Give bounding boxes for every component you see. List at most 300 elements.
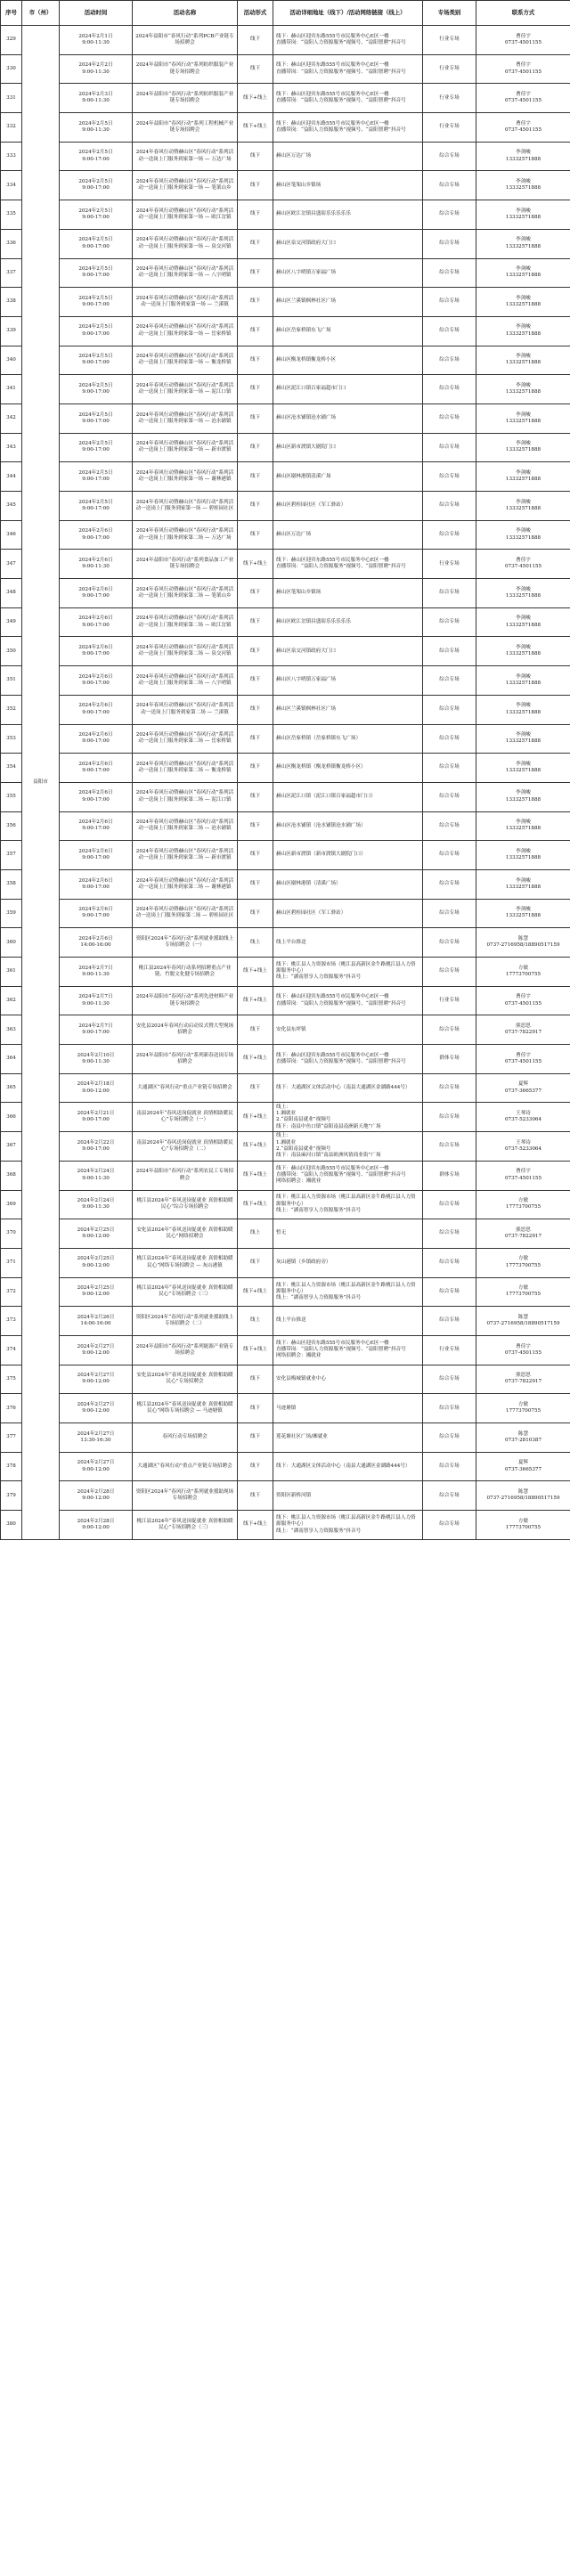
- table-row: [1, 1394, 570, 1423]
- table-row: [1, 782, 570, 811]
- row-category: 综合专场: [423, 1103, 476, 1132]
- row-address: 莲花塘社区广场/湘就业: [273, 1423, 423, 1453]
- row-form: 线下: [238, 607, 273, 637]
- row-time: [60, 404, 133, 433]
- row-time: [60, 579, 133, 608]
- row-category: 综合专场: [423, 579, 476, 608]
- row-time: [60, 637, 133, 666]
- row-address: 资阳区新桥河镇: [273, 1481, 423, 1511]
- row-contact: 熊思思 0737-7822917: [476, 1365, 570, 1394]
- row-category: 行业专场: [423, 1335, 476, 1365]
- row-index: 366: [1, 1103, 22, 1132]
- row-contact: 李剑峻 13332571888: [476, 754, 570, 783]
- row-address: 线下：大通湖区文体活动中心（南县大通湖区金湖路444号）: [273, 1452, 423, 1481]
- row-address: 赫山区新市渡镇（新市渡镇大剧院门口）: [273, 841, 423, 870]
- row-hours: 14:00-16:00: [80, 942, 111, 949]
- row-contact: 李剑峻 13332571888: [476, 200, 570, 230]
- row-address: 赫山区八字哨镇万家福广场: [273, 258, 423, 288]
- row-category: 综合专场: [423, 229, 476, 258]
- row-hours: 14:00-16:00: [80, 1321, 111, 1327]
- table-row: [1, 1248, 570, 1277]
- table-row: [1, 579, 570, 608]
- header-contact: 联系方式: [476, 1, 570, 26]
- row-index: 371: [1, 1248, 22, 1277]
- row-category: 综合专场: [423, 1452, 476, 1481]
- row-date: 2024年2月5日: [78, 412, 113, 418]
- row-address: 赫山区笔架山乡镇场: [273, 171, 423, 200]
- row-hours: 9:00-17:00: [82, 680, 110, 686]
- row-contact: 曹佳宇 0737-4501155: [476, 1335, 570, 1365]
- table-row: [1, 84, 570, 113]
- row-category: 综合专场: [423, 928, 476, 958]
- row-contact: 方敏 17773700755: [476, 1190, 570, 1219]
- row-address: 灰山港镇（乡镇政府旁）: [273, 1248, 423, 1277]
- row-form: 线下: [238, 754, 273, 783]
- row-date: 2024年2月6日: [78, 907, 113, 913]
- row-time: [60, 26, 133, 55]
- row-form: 线下: [238, 666, 273, 696]
- row-name: 春风行动专场招聘会: [133, 1423, 238, 1453]
- row-name: 2024年益阳市“春风行动”系列农民工专场招聘会: [133, 1161, 238, 1190]
- row-contact: 熊思思 0737-7822917: [476, 1015, 570, 1045]
- row-hours: 9:00-12:00: [82, 1379, 110, 1385]
- row-time: [60, 754, 133, 783]
- row-category: 综合专场: [423, 811, 476, 841]
- row-time: [60, 84, 133, 113]
- row-hours: 9:00-11:30: [82, 1000, 110, 1007]
- row-time: [60, 142, 133, 171]
- row-contact: 陈慧 0737-2716958/18890517159: [476, 928, 570, 958]
- row-contact: 李剑峻 13332571888: [476, 520, 570, 550]
- row-index: 356: [1, 811, 22, 841]
- row-time: [60, 1335, 133, 1365]
- row-contact: 王琴诗 0737-5233064: [476, 1132, 570, 1162]
- row-date: 2024年2月5日: [78, 179, 113, 185]
- row-name: 安化县2024年春风行动启动仪式暨大型现场招聘会: [133, 1015, 238, 1045]
- row-index: 347: [1, 550, 22, 579]
- row-date: 2024年2月7日: [78, 994, 113, 1000]
- row-address: 安化县东坪镇: [273, 1015, 423, 1045]
- row-name: 南县2024年“春风送岗促就业 真情相助暖民心”专场招聘会（二）: [133, 1132, 238, 1162]
- row-time: [60, 1015, 133, 1045]
- row-address: 赫山区泉交河镇政府大门口: [273, 637, 423, 666]
- row-category: 综合专场: [423, 637, 476, 666]
- row-category: 综合专场: [423, 171, 476, 200]
- row-time: [60, 1045, 133, 1074]
- table-row: [1, 1307, 570, 1336]
- row-form: 线下: [238, 142, 273, 171]
- row-address: 线上平台推送: [273, 1307, 423, 1336]
- row-category: 综合专场: [423, 958, 476, 987]
- row-hours: 9:00-17:00: [82, 1030, 110, 1036]
- row-form: 线下: [238, 724, 273, 754]
- row-time: [60, 375, 133, 404]
- row-category: 行业专场: [423, 986, 476, 1015]
- table-row: [1, 986, 570, 1015]
- row-address: 赫山区碧桂园社区（军工驿站）: [273, 492, 423, 521]
- row-address: 安化县梅城镇就业中心: [273, 1365, 423, 1394]
- row-form: 线下: [238, 811, 273, 841]
- row-name: 2024年益阳市“春风行动”系列纺织服装产业链专场招聘会: [133, 54, 238, 84]
- row-contact: 李剑峻 13332571888: [476, 171, 570, 200]
- row-hours: 9:00-17:00: [82, 592, 110, 599]
- row-contact: 方敏 17773700755: [476, 958, 570, 987]
- row-form: 线下: [238, 433, 273, 462]
- row-index: 373: [1, 1307, 22, 1336]
- row-date: 2024年2月6日: [78, 557, 113, 563]
- row-hours: 9:00-17:00: [82, 418, 110, 424]
- row-hours: 9:00-17:00: [82, 855, 110, 861]
- row-category: 行业专场: [423, 84, 476, 113]
- row-name: 2024年春风行动暨赫山区“春风行动”系列活动一送岗上门服务到家第一场 — 新市渡镇: [133, 433, 238, 462]
- row-name: 2024年春风行动暨赫山区“春风行动”系列活动一送岗上门服务到家第一场 — 笔架山乡: [133, 171, 238, 200]
- row-time: [60, 811, 133, 841]
- row-name: 2024年春风行动暨赫山区“春风行动”系列活动一送岗上门服务到家第一场 — 岳家桥镇: [133, 316, 238, 346]
- row-hours: 9:00-11:30: [82, 98, 110, 104]
- row-name: 桃江县2024年“春风送岗促就业 真情相助暖民心”网络专场招聘会 — 马迹塘镇: [133, 1394, 238, 1423]
- row-category: 综合专场: [423, 404, 476, 433]
- row-date: 2024年2月5日: [78, 469, 113, 476]
- row-date: 2024年2月6日: [78, 761, 113, 767]
- row-form: 线下+线上: [238, 1132, 273, 1162]
- row-category: 综合专场: [423, 754, 476, 783]
- row-contact: 曹佳宇 0737-4501155: [476, 1161, 570, 1190]
- row-index: 360: [1, 928, 22, 958]
- row-address: 赫山区泥江口镇百家福超市门口: [273, 375, 423, 404]
- table-row: [1, 1481, 570, 1511]
- row-category: 行业专场: [423, 113, 476, 143]
- row-contact: 曹佳宇 0737-4501155: [476, 550, 570, 579]
- row-hours: 9:00-17:00: [82, 768, 110, 774]
- row-index: 355: [1, 782, 22, 811]
- row-date: 2024年2月6日: [78, 673, 113, 680]
- table-row: [1, 462, 570, 492]
- row-category: 综合专场: [423, 462, 476, 492]
- row-date: 2024年2月27日: [77, 1401, 115, 1407]
- row-time: [60, 433, 133, 462]
- table-row: [1, 841, 570, 870]
- row-date: 2024年2月6日: [78, 848, 113, 854]
- row-category: 综合专场: [423, 724, 476, 754]
- row-hours: 9:00-17:00: [82, 884, 110, 890]
- row-name: 大通湖区“春风行动”重点产业链专场招聘会: [133, 1073, 238, 1103]
- row-category: 综合专场: [423, 1015, 476, 1045]
- row-form: 线下: [238, 288, 273, 317]
- row-form: 线下: [238, 492, 273, 521]
- row-index: 362: [1, 986, 22, 1015]
- row-time: [60, 986, 133, 1015]
- row-index: 341: [1, 375, 22, 404]
- table-row: [1, 26, 570, 55]
- row-time: [60, 1394, 133, 1423]
- table-row: [1, 869, 570, 899]
- row-index: 367: [1, 1132, 22, 1162]
- row-time: [60, 841, 133, 870]
- row-index: 380: [1, 1511, 22, 1540]
- row-address: 赫山区碧桂园社区（军工驿站）: [273, 899, 423, 928]
- row-category: 综合专场: [423, 258, 476, 288]
- row-contact: 熊思思 0737-7822917: [476, 1219, 570, 1249]
- row-category: 综合专场: [423, 200, 476, 230]
- row-date: 2024年2月10日: [77, 1052, 115, 1058]
- row-contact: 夏辉 0737-3665377: [476, 1073, 570, 1103]
- row-index: 363: [1, 1015, 22, 1045]
- row-date: 2024年2月27日: [77, 1373, 115, 1379]
- row-name: 安化县2024年“春风送岗促就业 真情相助暖民心”网络招聘会: [133, 1219, 238, 1249]
- row-date: 2024年2月25日: [77, 1256, 115, 1262]
- row-date: 2024年2月25日: [77, 1227, 115, 1233]
- row-hours: 13:30-16:30: [80, 1437, 111, 1443]
- table-row: [1, 899, 570, 928]
- row-form: 线下: [238, 520, 273, 550]
- row-index: 377: [1, 1423, 22, 1453]
- row-index: 333: [1, 142, 22, 171]
- table-row: [1, 637, 570, 666]
- row-hours: 9:00-17:00: [82, 796, 110, 803]
- row-address: 赫山区沧水铺镇（沧水铺镇沧水铺广场）: [273, 811, 423, 841]
- row-index: 375: [1, 1365, 22, 1394]
- table-row: [1, 607, 570, 637]
- row-time: [60, 1190, 133, 1219]
- row-time: [60, 869, 133, 899]
- row-index: 379: [1, 1481, 22, 1511]
- row-address: 赫山区泉交河镇政府大门口: [273, 229, 423, 258]
- row-hours: 9:00-11:30: [82, 69, 110, 75]
- row-contact: 王琴诗 0737-5233064: [476, 1103, 570, 1132]
- row-index: 378: [1, 1452, 22, 1481]
- header-city: 市（州）: [22, 1, 60, 26]
- row-time: [60, 288, 133, 317]
- row-form: 线下+线上: [238, 84, 273, 113]
- row-index: 359: [1, 899, 22, 928]
- row-category: 综合专场: [423, 1219, 476, 1249]
- row-time: [60, 1423, 133, 1453]
- row-index: 368: [1, 1161, 22, 1190]
- row-contact: 曹佳宇 0737-4501155: [476, 986, 570, 1015]
- row-time: [60, 1219, 133, 1249]
- row-index: 357: [1, 841, 22, 870]
- row-time: [60, 113, 133, 143]
- row-index: 372: [1, 1277, 22, 1307]
- row-category: 综合专场: [423, 1394, 476, 1423]
- row-contact: 李剑峻 13332571888: [476, 899, 570, 928]
- row-name: 2024年春风行动暨赫山区“春风行动”系列活动一送岗上门服务到家第一场 — 八字哨镇: [133, 258, 238, 288]
- row-date: 2024年2月6日: [78, 586, 113, 592]
- table-row: [1, 1132, 570, 1162]
- row-date: 2024年2月27日: [77, 1343, 115, 1349]
- row-contact: 曹佳宇 0737-4501155: [476, 26, 570, 55]
- row-category: 综合专场: [423, 346, 476, 375]
- table-row: [1, 1452, 570, 1481]
- row-date: 2024年2月2日: [78, 62, 113, 69]
- row-contact: 李剑峻 13332571888: [476, 724, 570, 754]
- row-address: 赫山区笔架山乡镇场: [273, 579, 423, 608]
- row-index: 352: [1, 695, 22, 724]
- row-form: 线下+线上: [238, 1103, 273, 1132]
- row-hours: 9:00-12:00: [82, 1496, 110, 1502]
- row-form: 线下: [238, 1481, 273, 1511]
- row-date: 2024年2月27日: [77, 1460, 115, 1466]
- row-contact: 李剑峻 13332571888: [476, 258, 570, 288]
- table-row: [1, 346, 570, 375]
- row-index: 351: [1, 666, 22, 696]
- row-hours: 9:00-12:00: [82, 1234, 110, 1240]
- row-address: 线下：桃江县人力资源市场（桃江县高新区金牛路桃江县人力资源服务中心） 线上：“湖南智享人力资源服务”抖音号: [273, 1511, 423, 1540]
- row-index: 365: [1, 1073, 22, 1103]
- row-hours: 9:00-17:00: [82, 243, 110, 249]
- row-date: 2024年2月5日: [78, 237, 113, 243]
- row-time: [60, 1452, 133, 1481]
- row-name: 2024年春风行动暨赫山区“春风行动”系列活动一送岗上门服务到家第一场 — 沧水铺镇: [133, 404, 238, 433]
- row-form: 线下: [238, 258, 273, 288]
- row-time: [60, 666, 133, 696]
- row-name: 安化县2024年“春风送岗促就业 真情相助暖民心”专场招聘会: [133, 1365, 238, 1394]
- row-time: [60, 492, 133, 521]
- row-address: 赫山区衡龙桥镇（衡龙桥镇衡龙桥小区）: [273, 754, 423, 783]
- row-date: 2024年2月28日: [77, 1488, 115, 1495]
- row-date: 2024年2月6日: [78, 877, 113, 884]
- row-category: 综合专场: [423, 288, 476, 317]
- table-row: [1, 1511, 570, 1540]
- row-address: 赫山区谢林港镇清溪广场: [273, 462, 423, 492]
- row-name: 2024年春风行动暨赫山区“春风行动”系列活动一送岗上门服务到家第一场 — 泥江口镇: [133, 375, 238, 404]
- row-contact: 李剑峻 13332571888: [476, 695, 570, 724]
- row-hours: 9:00-17:00: [82, 214, 110, 220]
- row-name: 2024年益阳市“春风行动”系列先进材料产业链专场招聘会: [133, 986, 238, 1015]
- row-date: 2024年2月5日: [78, 150, 113, 156]
- row-category: 综合专场: [423, 869, 476, 899]
- row-time: [60, 899, 133, 928]
- row-hours: 9:00-17:00: [82, 302, 110, 308]
- row-date: 2024年2月5日: [78, 295, 113, 301]
- row-index: 343: [1, 433, 22, 462]
- row-contact: 李剑峻 13332571888: [476, 579, 570, 608]
- row-date: 2024年2月7日: [78, 1023, 113, 1029]
- row-form: 线下: [238, 229, 273, 258]
- row-name: 桃江县2024年“春风送岗促就业 真情相助暖民心”专场招聘会（三）: [133, 1277, 238, 1307]
- row-category: 综合专场: [423, 1481, 476, 1511]
- row-date: 2024年2月5日: [78, 120, 113, 126]
- row-time: [60, 229, 133, 258]
- row-address: 线下：赫山区迎宾东路555号市民服务中心E区一楼 直播带岗：“益阳人力资源服务”视频号、“益阳智聘”抖音号: [273, 113, 423, 143]
- row-hours: 9:00-17:00: [82, 156, 110, 162]
- row-contact: 李剑峻 13332571888: [476, 229, 570, 258]
- row-hours: 9:00-12:00: [82, 1262, 110, 1268]
- row-contact: 李剑峻 13332571888: [476, 433, 570, 462]
- row-name: 桃江县2024年“春风送岗促就业 真情相助暖民心”专场招聘会（三）: [133, 1511, 238, 1540]
- row-form: 线下: [238, 637, 273, 666]
- row-name: 2024年益阳市“春风行动”系列能源产业链专场招聘会: [133, 1335, 238, 1365]
- row-form: 线下: [238, 1394, 273, 1423]
- table-row: [1, 492, 570, 521]
- row-date: 2024年2月6日: [78, 528, 113, 534]
- row-form: 线下+线上: [238, 113, 273, 143]
- row-date: 2024年2月27日: [77, 1431, 115, 1437]
- header-name: 活动名称: [133, 1, 238, 26]
- row-form: 线下: [238, 869, 273, 899]
- row-index: 369: [1, 1190, 22, 1219]
- row-date: 2024年2月5日: [78, 441, 113, 447]
- row-name: 桃江县2024年“春风送岗促就业 真情相助暖民心”网络专场招聘会 — 灰山港镇: [133, 1248, 238, 1277]
- row-form: 线下: [238, 404, 273, 433]
- row-date: 2024年2月1日: [78, 33, 113, 39]
- row-category: 综合专场: [423, 1511, 476, 1540]
- row-index: 330: [1, 54, 22, 84]
- row-name: 2024年春风行动暨赫山区“春风行动”系列活动一送岗上门服务到家第二场 — 泥江口镇: [133, 782, 238, 811]
- table-row: [1, 404, 570, 433]
- row-form: 线下+线上: [238, 1277, 273, 1307]
- row-hours: 9:00-17:00: [82, 389, 110, 395]
- row-name: 2024年益阳市“春风行动”系列工程机械产业链专场招聘会: [133, 113, 238, 143]
- table-row: [1, 695, 570, 724]
- table-row: [1, 375, 570, 404]
- row-index: 331: [1, 84, 22, 113]
- row-hours: 9:00-11:30: [82, 1058, 110, 1064]
- row-name: 2024年春风行动暨赫山区“春风行动”系列活动一送岗上门服务到家第二场 — 泉交河镇: [133, 637, 238, 666]
- row-index: 370: [1, 1219, 22, 1249]
- row-hours: 9:00-17:00: [82, 709, 110, 715]
- table-row: [1, 1277, 570, 1307]
- row-address: 线下：赫山区迎宾东路555号市民服务中心E区一楼 直播带岗：“益阳人力资源服务”视频号、“益阳智聘”抖音号: [273, 84, 423, 113]
- row-index: 361: [1, 958, 22, 987]
- row-contact: 曹佳宇 0737-4501155: [476, 54, 570, 84]
- row-hours: 9:00-17:00: [82, 505, 110, 511]
- row-index: 349: [1, 607, 22, 637]
- row-index: 350: [1, 637, 22, 666]
- row-contact: 李剑峻 13332571888: [476, 316, 570, 346]
- row-contact: 夏辉 0737-3665377: [476, 1452, 570, 1481]
- row-address: 线下：赫山区迎宾东路555号市民服务中心E区一楼 直播带岗：“益阳人力资源服务”视频号、“益阳智聘”抖音号: [273, 26, 423, 55]
- table-row: [1, 1219, 570, 1249]
- row-contact: 李剑峻 13332571888: [476, 346, 570, 375]
- row-contact: 曹佳宇 0737-4501155: [476, 1045, 570, 1074]
- row-hours: 9:00-11:30: [82, 1175, 110, 1181]
- row-hours: 9:00-17:00: [82, 185, 110, 192]
- row-index: 354: [1, 754, 22, 783]
- row-category: 综合专场: [423, 1190, 476, 1219]
- row-name: 南县2024年“春风送岗促就业 真情相助暖民心”专场招聘会（一）: [133, 1103, 238, 1132]
- row-name: 2024年春风行动暨赫山区“春风行动”系列活动一送岗上门服务到家第二场 — 兰溪镇: [133, 695, 238, 724]
- table-row: [1, 54, 570, 84]
- row-date: 2024年2月3日: [78, 91, 113, 97]
- row-form: 线下+线上: [238, 958, 273, 987]
- row-index: 374: [1, 1335, 22, 1365]
- row-time: [60, 316, 133, 346]
- row-name: 2024年春风行动暨赫山区“春风行动”系列活动一送岗上门服务到家第一场 — 兰溪镇: [133, 288, 238, 317]
- table-row: [1, 958, 570, 987]
- row-time: [60, 200, 133, 230]
- row-category: 行业专场: [423, 550, 476, 579]
- table-row: [1, 1103, 570, 1132]
- row-hours: 9:00-12:00: [82, 1292, 110, 1298]
- row-index: 342: [1, 404, 22, 433]
- row-date: 2024年2月24日: [77, 1169, 115, 1175]
- row-contact: 李剑峻 13332571888: [476, 462, 570, 492]
- row-address: 线下：赫山区迎宾东路555号市民服务中心E区一楼 直播带岗：“益阳人力资源服务”视频号、“益阳智聘”抖音号: [273, 1045, 423, 1074]
- row-category: 综合专场: [423, 1365, 476, 1394]
- row-category: 群体专场: [423, 1161, 476, 1190]
- row-index: 329: [1, 26, 22, 55]
- row-form: 线下: [238, 782, 273, 811]
- row-time: [60, 1161, 133, 1190]
- row-address: 赫山区岳家桥镇东飞广场: [273, 316, 423, 346]
- row-hours: 9:00-11:30: [82, 126, 110, 133]
- row-form: 线下: [238, 375, 273, 404]
- row-category: 综合专场: [423, 1073, 476, 1103]
- row-hours: 9:00-17:00: [82, 534, 110, 541]
- row-date: 2024年2月21日: [77, 1111, 115, 1117]
- row-address: 赫山区欧江岔镇昌盛街乐乐乐乐乐: [273, 607, 423, 637]
